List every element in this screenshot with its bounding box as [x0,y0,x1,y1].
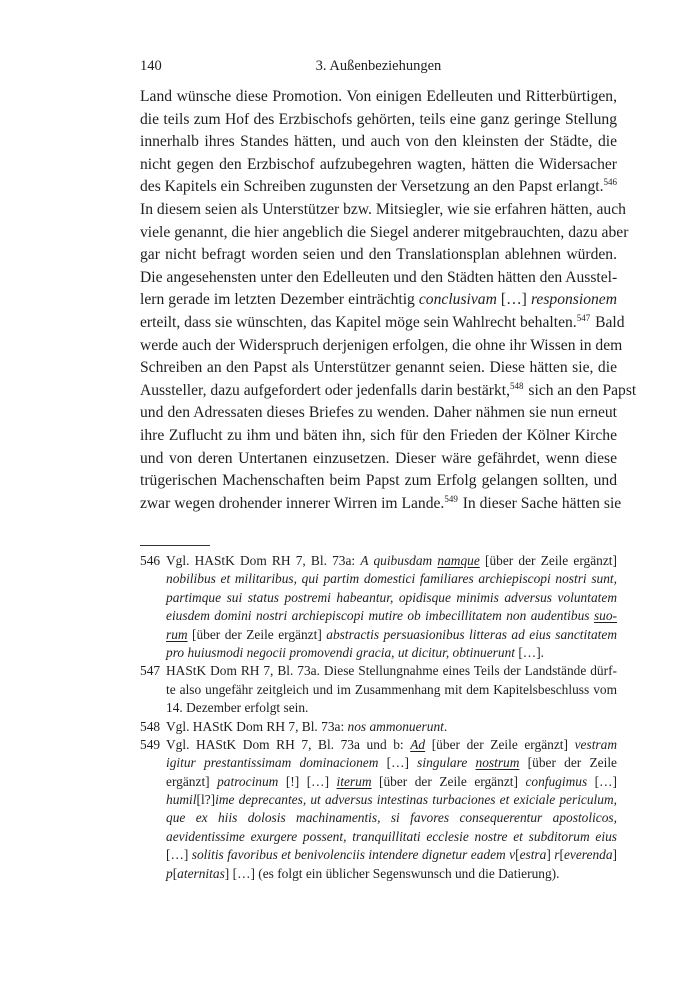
text-run: werde auch der Widerspruch derjenigen erfolgen, die ohne ihr Wissen in dem [140,336,623,354]
text-run: lern gerade im letzten Dezember einträchtig [140,291,419,309]
underlined-latin-text: suo- [593,608,617,624]
text-run: [über der Zeile ergänzt] [479,553,617,568]
footnote-line [166,626,617,644]
footnote-line [166,552,617,570]
footnote-line [166,828,617,846]
footnote-reference[interactable]: 549 [444,493,458,504]
footnote-number: 547 [140,663,161,679]
latin-quote: igitur prestantissimam dominacionem [166,755,379,771]
latin-quote: A quibusdam [360,553,438,568]
text-run: gar nicht befragt worden seien und den Translationsplan ablehnen würden. [140,246,617,264]
text-run: [über der Zeile [519,755,617,771]
footnote-separator [140,545,210,546]
text-run: [ [559,847,564,863]
underlined-latin-text: rum [166,626,188,642]
footnote-line [166,754,617,772]
text-run: [ [515,847,520,863]
latin-quote: conclusivam [418,291,497,309]
text-run: Schreiben an den Papst als Unterstützer genannt seien. Diese hätten sie, die [140,359,617,377]
text-run: trügerischen Machenschaften beim Papst zum Erfolg gelangen sollten, und [140,472,617,490]
footnote-549 [140,736,617,883]
text-run: die teils zum Hof des Erzbischofs gehörten, teils eine ganz geringe Stellung [140,110,617,128]
body-line [140,470,617,493]
footnote-line [166,865,617,883]
footnotes [140,552,617,883]
latin-quote: aevidentissime exurgere possent, tranquillitati ecclesie nostre et subditorum eius [166,828,617,844]
text-run: te also ungefähr zeitgleich und im Zusammenhang mit dem Kapitelsbeschluss vom [166,681,617,697]
footnote-line [166,570,617,588]
footnote-line [166,589,617,607]
text-run: zwar wegen drohender innerer Wirren im Lande. [140,494,445,512]
body-line [140,357,617,380]
latin-quote: nobilibus et militaribus, qui partim domestici familiares archiepiscopi nostri sunt, [166,571,617,587]
footnote-546 [140,552,617,662]
italic-span [437,553,479,568]
text-run: In diesem seien als Unterstützer bzw. Mitsiegler, wie sie erfahren hätten, auch [140,200,626,218]
underlined-latin-text: nostrum [475,755,520,771]
latin-quote: vestram [574,736,617,752]
text-run: [über der Zeile ergänzt] [425,736,575,752]
text-run: viele genannt, die hier angeblich die Siegel anderer mitgebrauchten, dazu aber [140,223,629,241]
text-run: sich an den Papst [524,381,637,399]
text-run: [über der Zeile ergänzt] [371,773,526,789]
body-line [140,154,617,177]
text-run: HAStK Dom RH 7, Bl. 73a. Diese Stellungnahme eines Teils der Landstände dürf- [166,663,617,679]
body-line [140,448,617,471]
text-run: . [443,718,448,734]
footnote-line [166,699,617,717]
footnote-line [166,607,617,625]
text-run: innerhalb ihres Standes hätten, und auch von den kleinsten der Städte, die [140,133,617,151]
footnote-number: 548 [140,718,161,734]
latin-quote: pro huiusmodi negocii promovendi gracia, ut dicitur, obtinuerunt [166,644,515,660]
footnote-reference[interactable]: 547 [576,312,591,323]
body-line [140,176,617,199]
body-line [140,425,617,448]
text-run: ihre Zuflucht zu ihm und bäten ihn, sich für den Frieden der Kölner Kirche [140,426,617,444]
latin-quote: eiusdem domini nostri archiepiscopi mutire ob imbecillitatem non audentibus [166,608,594,624]
footnote-line [166,846,617,864]
text-run: [über der Zeile ergänzt] [187,626,327,642]
text-run: Vgl. HAStK Dom RH 7, Bl. 73a: [166,553,361,568]
text-run: und von deren Untertanen einzusetzen. Dieser wäre gefährdet, wenn diese [140,449,617,467]
text-run: [ [172,865,178,881]
text-run: […] [378,755,418,771]
footnote-547 [140,662,617,717]
body-line [140,267,617,290]
text-run: ] […] (es folgt ein üblicher Segenswunsch und die Datierung). [224,865,560,881]
text-run: nicht gegen den Erzbischof aufzubegehren wagten, hätten die Widersacher [140,155,617,173]
running-head [140,58,617,78]
latin-quote: aternitas [177,865,225,881]
latin-quote: nos ammonuerunt [347,718,444,734]
body-line [140,222,629,245]
text-run: […] [587,773,617,789]
text-run: ] [546,847,555,863]
footnote-line [166,791,617,809]
chapter-title: 3. Außenbeziehungen [315,58,442,74]
text-run: des Kapitels ein Schreiben zugunsten der Versetzung an den Papst erlangt. [140,178,604,196]
footnote-reference[interactable]: 548 [510,380,524,391]
latin-quote: everenda [563,847,613,863]
latin-quote: ime deprecantes, ut adversus intestinas turbaciones et exiciale periculum, [215,792,617,808]
text-run: Aussteller, dazu aufgefordert oder jedenfalls darin bestärkt, [140,381,511,399]
latin-quote: r [554,847,560,863]
body-line [140,86,617,109]
footnote-line [166,736,617,754]
footnote-line [166,773,617,791]
text-run: und den Adressaten dieses Briefes zu wenden. Daher nähmen sie nun erneut [140,404,617,422]
text-run: Bald [591,313,625,331]
body-line [140,312,625,335]
latin-quote: singulare [417,755,476,771]
body-text [140,86,637,515]
footnote-number: 546 [140,553,161,568]
text-run: [l?] [196,792,216,808]
italic-span [337,774,372,789]
page-number: 140 [140,58,162,74]
footnote-line [166,644,617,662]
italic-span [594,608,617,623]
text-run: Vgl. HAStK Dom RH 7, Bl. 73a: [166,718,348,734]
text-run: ] [612,847,617,863]
latin-quote: patrocinum [217,773,279,789]
underlined-latin-text: namque [437,553,480,568]
latin-quote: que ex hiis dolosis machinamentis, si favores consequerentur apostolicos, [166,810,617,826]
text-run: In dieser Sache hätten sie [458,494,622,512]
body-line [140,493,622,516]
footnote-548 [140,718,617,736]
italic-span [476,755,520,770]
body-line [140,380,637,403]
underlined-latin-text: iterum [336,773,372,789]
underlined-latin-text: Ad [410,736,426,752]
text-run: […] [166,847,192,863]
latin-quote: confugimus [525,773,588,789]
body-line [140,335,623,358]
latin-quote: abstractis persuasionibus litteras ad eius sanctitatem [326,626,617,642]
latin-quote: partimque sui status postremi habeantur, opidisque minimis adversus voluntatem [166,589,617,605]
latin-quote: p [166,865,173,881]
body-line [140,131,617,154]
footnote-line [166,718,617,736]
text-run: Land wünsche diese Promotion. Von einigen Edelleuten und Ritterbürtigen, [140,88,617,105]
footnote-line [166,662,617,680]
text-run: Vgl. HAStK Dom RH 7, Bl. 73a und b: [166,736,411,752]
footnote-line [166,681,617,699]
text-run: […] [496,291,531,309]
body-line [140,402,617,425]
body-line [140,244,617,267]
footnote-line [166,809,617,827]
body-line [140,109,617,132]
body-line [140,289,617,312]
body-line [140,199,626,222]
italic-span [410,737,425,752]
footnote-reference[interactable]: 546 [603,177,617,188]
text-run: Die angesehensten unter den Edelleuten und den Städten hätten den Ausstel- [140,268,618,286]
latin-quote: solitis favoribus et benivolenciis intendere dignetur eadem v [191,847,516,863]
text-run: ergänzt] [166,773,218,789]
text-run: […]. [515,644,545,660]
footnote-number: 549 [140,736,161,752]
latin-quote: estra [519,847,547,863]
text-run: 14. Dezember erfolgt sein. [166,700,309,716]
text-run: erteilt, dass sie wünschten, das Kapitel möge sein Wahlrecht behalten. [140,313,577,331]
latin-quote: responsionem [530,291,617,309]
italic-span [166,627,188,642]
latin-quote: humil [166,792,197,808]
text-run: [!] […] [278,773,337,789]
